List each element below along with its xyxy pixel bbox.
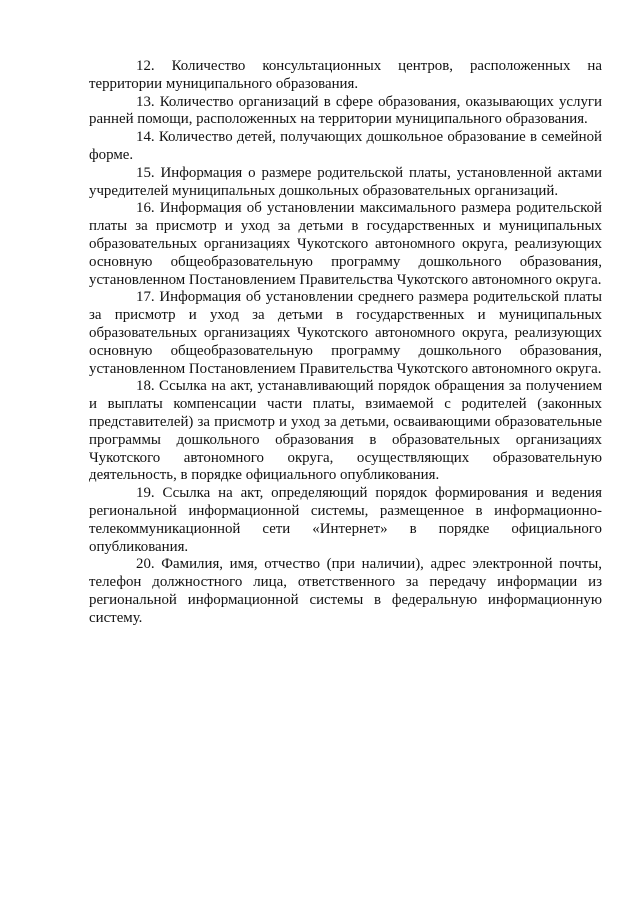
paragraph-16: 16. Информация об установлении максимального размера родительской платы за присмотр и уход за детьми в государственных и муниципальных образовательных организациях Чукотского автономного округа, реализующих основную общеобразовательную программу дошкольного образования, установленном Постановлением Правительства Чукотского автономного округа. [89,200,602,288]
paragraph-12: 12. Количество консультационных центров, расположенных на территории муниципального образования. [89,58,602,92]
paragraph-14: 14. Количество детей, получающих дошкольное образование в семейной форме. [89,129,602,163]
paragraph-17: 17. Информация об установлении среднего размера родительской платы за присмотр и уход за детьми в государственных и муниципальных образовательных организациях Чукотского автономного округа, реализующих основную общеобразовательную программу дошкольного образования, установленном Постановлением Правительства Чукотского автономного округа. [89,289,602,377]
paragraph-18: 18. Ссылка на акт, устанавливающий порядок обращения за получением и выплаты компенсации части платы, взимаемой с родителей (законных представителей) за присмотр и уход за детьми, осваивающими образовательные программы дошкольного образования в образовательных организациях Чукотского автономного округа, осуществляющих образовательную деятельность, в порядке официального опубликования. [89,378,602,484]
paragraph-20: 20. Фамилия, имя, отчество (при наличии), адрес электронной почты, телефон должностного лица, ответственного за передачу информации из региональной информационной системы в федеральную информационную систему. [89,556,602,626]
paragraph-19: 19. Ссылка на акт, определяющий порядок формирования и ведения региональной информационной системы, размещенное в информационно-телекоммуникационной сети «Интернет» в порядке официального опубликования. [89,485,602,555]
paragraph-15: 15. Информация о размере родительской платы, установленной актами учредителей муниципальных дошкольных образовательных организаций. [89,164,602,199]
document-body [89,58,602,628]
paragraph-13: 13. Количество организаций в сфере образования, оказывающих услуги ранней помощи, расположенных на территории муниципального образования. [89,93,602,128]
